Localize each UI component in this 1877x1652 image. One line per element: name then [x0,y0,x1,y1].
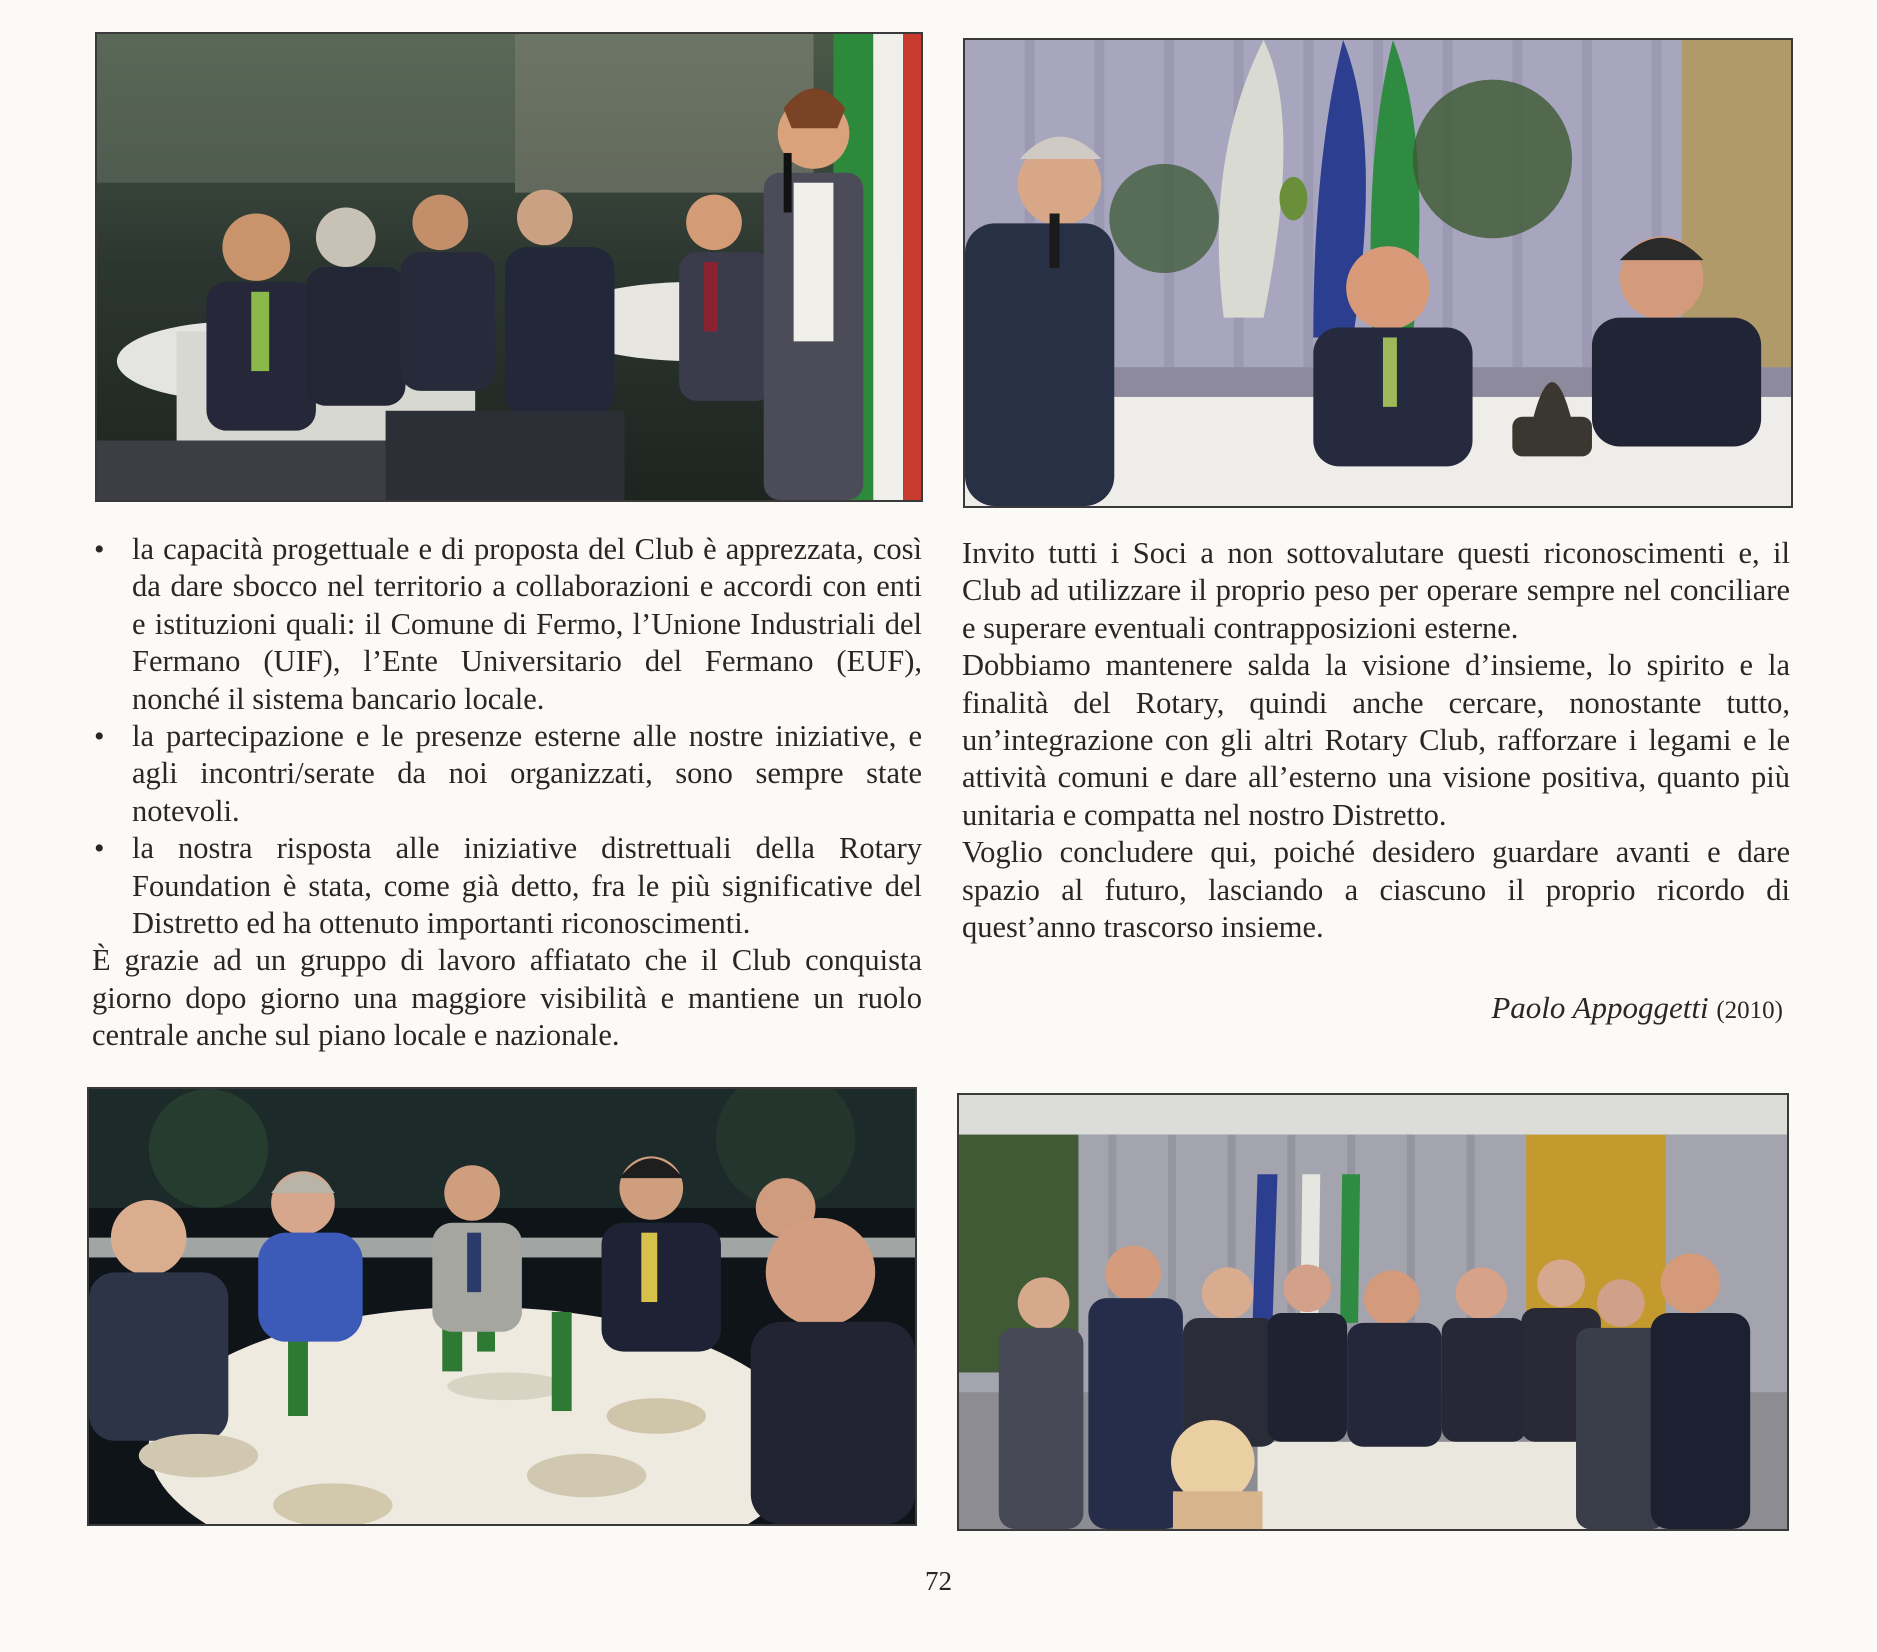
bullet-item: • la partecipazione e le presenze esterne alle nostre iniziative, e agli incontri/serate da noi organizzati, sono sempre state notevoli. [92,718,922,830]
bullet-item: • la capacità progettuale e di proposta del Club è apprezzata, così da dare sbocco nel territorio a collaborazioni e accordi con enti e istituzioni quali: il Comune di Fermo, l’Unione Industriali del Fermano (UIF), l’Ente Universitario del Fermano (EUF), nonché il sistema bancario locale. [92,531,922,718]
signature-year: (2010) [1716,997,1783,1024]
bullet-item: • la nostra risposta alle iniziative distrettuali della Rotary Foundation è stata, come già detto, fra le più significative del Distretto ed ha ottenuto importanti riconoscimenti. [92,830,922,942]
left-column [92,531,922,1055]
bullet-list [92,531,922,942]
photo-group-ceremony [957,1093,1789,1531]
page-number: 72 [925,1566,952,1596]
signature [1491,990,1783,1026]
closing-paragraph: È grazie ad un gruppo di lavoro affiatato che il Club conquista giorno dopo giorno una maggiore visibilità e mantiene un ruolo centrale anche sul piano locale e nazionale. [92,943,922,1053]
paragraph: Dobbiamo mantenere salda la visione d’insieme, lo spirito e la finalità del Rotary, quindi anche cercare, nonostante tutto, un’integrazione con gli altri Rotary Club, rafforzare i legami e le attività comuni e dare all’esterno una visione positiva, quanto più unitaria e compatta nel nostro Distretto. [962,648,1790,832]
signature-name: Paolo Appoggetti [1491,990,1709,1025]
paragraph: Invito tutti i Soci a non sottovalutare questi riconoscimenti e, il Club ad utilizzare il proprio peso per operare sempre nel conciliare e superare eventuali contrapposizioni esterne. [962,536,1790,645]
photo-dinner-table [87,1087,917,1526]
photo-head-table-speaker [963,38,1793,508]
right-column [962,535,1790,946]
photo-speaker-woman [95,32,923,502]
paragraph: Voglio concludere qui, poiché desidero guardare avanti e dare spazio al futuro, lasciando a ciascuno il proprio ricordo di quest’anno trascorso insieme. [962,835,1790,945]
